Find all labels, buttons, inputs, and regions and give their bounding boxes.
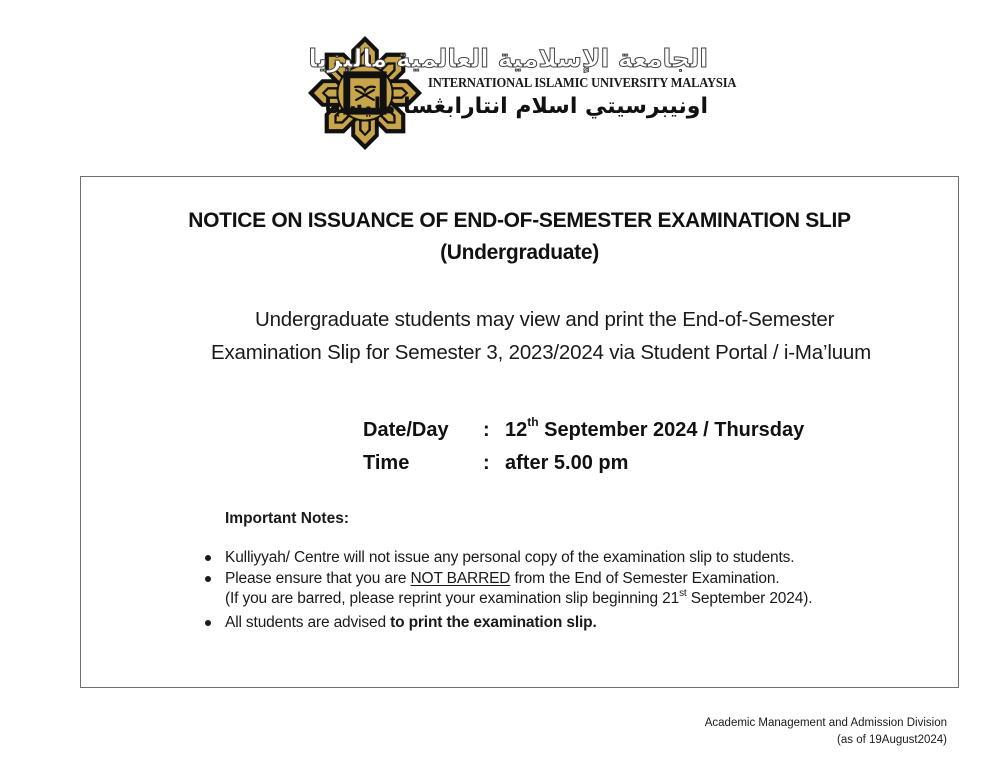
date-rest: September 2024 / Thursday — [538, 419, 805, 441]
issuing-division: Academic Management and Admission Division — [704, 717, 947, 729]
schedule-separator: : — [483, 419, 490, 441]
notice-intro — [81, 303, 958, 369]
note-text-after: from the End of Semester Examination. — [510, 569, 780, 587]
date-day-number: 12 — [505, 419, 528, 441]
important-notes — [225, 509, 812, 633]
bullet-icon — [205, 555, 211, 561]
intro-line-1: Undergraduate students may view and print the End-of-Semester — [255, 308, 835, 331]
schedule-row-time — [363, 447, 804, 480]
schedule-table — [363, 414, 804, 480]
schedule-separator: : — [483, 452, 490, 474]
schedule-value-time: after 5.00 pm — [505, 452, 629, 474]
list-item — [201, 548, 812, 569]
important-notes-list — [201, 548, 812, 633]
ordinal-suffix: st — [679, 587, 687, 599]
bullet-icon — [205, 576, 211, 582]
schedule-label: Time — [363, 452, 410, 474]
as-of-date: (as of 19August2024) — [837, 734, 947, 746]
footer — [705, 715, 947, 749]
list-item — [201, 613, 812, 634]
notice-title — [81, 205, 958, 269]
university-name-arabic: الجامعة الإسلامية العالمية ماليزيا — [308, 44, 708, 73]
university-name-jawi: اونيبرسيتي اسلام انتارابڠسا مليسيا — [324, 94, 708, 119]
note-continuation-before: (If you are barred, please reprint your examination slip beginning 21 — [225, 590, 680, 607]
schedule-value-date — [505, 414, 804, 447]
notice-subtitle: (Undergraduate) — [440, 241, 599, 264]
notice-title-main: NOTICE ON ISSUANCE OF END-OF-SEMESTER EXAMINATION SLIP — [188, 209, 851, 232]
bullet-icon — [205, 620, 211, 626]
date-ordinal-suffix: th — [527, 415, 539, 430]
schedule-row-date — [363, 414, 804, 447]
university-logo — [306, 34, 737, 154]
print-slip-emphasis: to print the examination slip. — [390, 613, 597, 631]
note-text: Kulliyyah/ Centre will not issue any personal copy of the examination slip to students. — [225, 549, 795, 566]
note-continuation-after: September 2024). — [686, 590, 813, 607]
important-notes-heading: Important Notes: — [225, 510, 349, 527]
university-name-english: INTERNATIONAL ISLAMIC UNIVERSITY MALAYSIA — [428, 75, 737, 90]
note-text-before: Please ensure that you are — [225, 569, 411, 587]
notice-box — [80, 176, 959, 688]
intro-line-2: Examination Slip for Semester 3, 2023/2024 via Student Portal / i-Ma’luum — [211, 341, 871, 364]
note-text-before: All students are advised — [225, 613, 391, 631]
university-wordmark — [308, 44, 737, 122]
schedule-label: Date/Day — [363, 419, 449, 441]
not-barred-emphasis: NOT BARRED — [410, 569, 511, 587]
list-item — [201, 569, 812, 610]
